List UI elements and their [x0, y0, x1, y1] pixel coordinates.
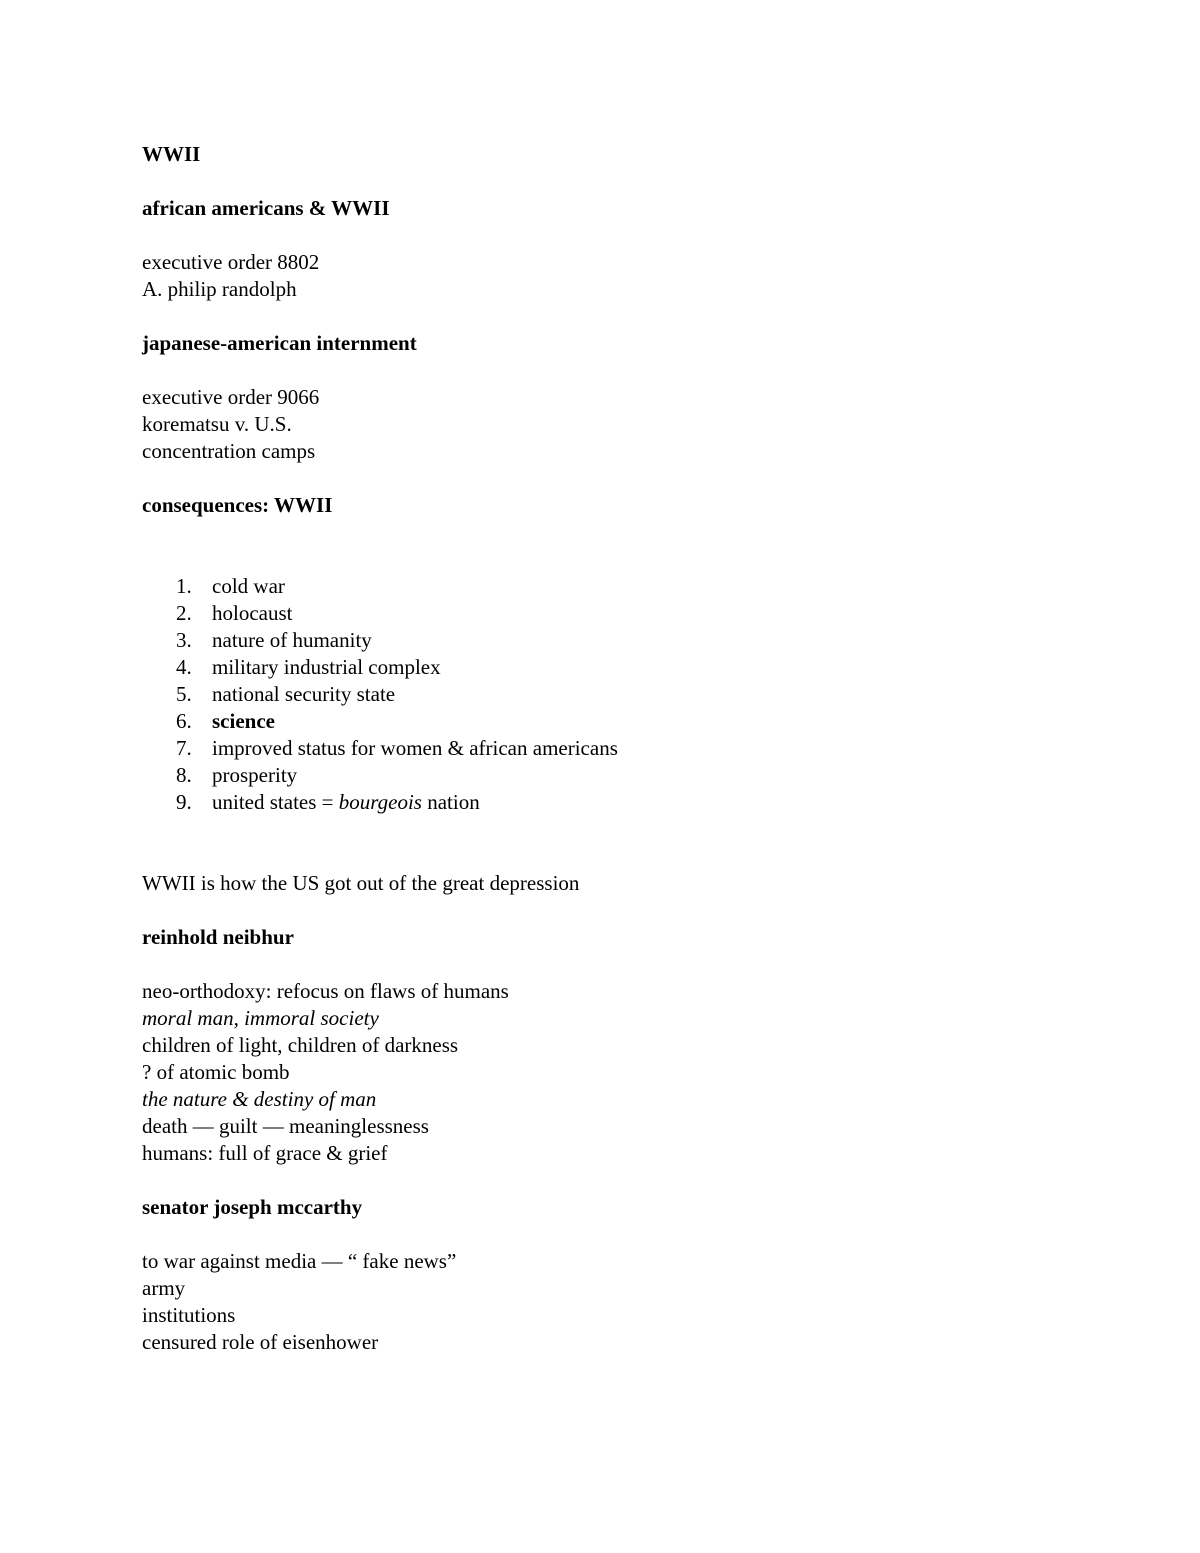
text-line: death — guilt — meaninglessness: [142, 1114, 429, 1138]
text-line: korematsu v. U.S.: [142, 412, 292, 436]
book-title: moral man, immoral society: [142, 1006, 379, 1030]
list-number: 3.: [176, 628, 192, 652]
text-line: neo-orthodoxy: refocus on flaws of humans: [142, 979, 509, 1003]
list-item: [142, 600, 1092, 627]
list-item-text-italic: bourgeois: [338, 790, 422, 814]
spacer: [142, 222, 1092, 249]
list-number: 7.: [176, 736, 192, 760]
spacer: [142, 168, 1092, 195]
spacer: [142, 951, 1092, 978]
list-item: [142, 573, 1092, 600]
list-item-text: holocaust: [212, 601, 293, 625]
text-line: humans: full of grace & grief: [142, 1141, 388, 1165]
list-item: [142, 708, 1092, 735]
spacer: [142, 897, 1092, 924]
document-page: [142, 141, 1092, 1356]
text-line: institutions: [142, 1303, 236, 1327]
text-line: censured role of eisenhower: [142, 1330, 379, 1354]
spacer: [142, 357, 1092, 384]
text-line: executive order 8802: [142, 250, 320, 274]
spacer: [142, 519, 1092, 573]
list-item-text: science: [212, 709, 275, 733]
list-number: 5.: [176, 682, 192, 706]
document-title: WWII: [142, 142, 201, 166]
list-item-text: improved status for women & african americans: [212, 736, 618, 760]
list-number: 1.: [176, 574, 192, 598]
list-number: 9.: [176, 790, 192, 814]
text-line: concentration camps: [142, 439, 316, 463]
list-item: [142, 627, 1092, 654]
heading-mccarthy: senator joseph mccarthy: [142, 1195, 363, 1219]
book-title: the nature & destiny of man: [142, 1087, 377, 1111]
list-item-text: cold war: [212, 574, 285, 598]
spacer: [142, 816, 1092, 870]
text-line: children of light, children of darkness: [142, 1033, 459, 1057]
text-line: ? of atomic bomb: [142, 1060, 290, 1084]
list-number: 2.: [176, 601, 192, 625]
heading-african-americans: african americans & WWII: [142, 196, 390, 220]
text-line: army: [142, 1276, 186, 1300]
list-item-text-before: united states =: [212, 790, 339, 814]
list-item-text: prosperity: [212, 763, 298, 787]
spacer: [142, 465, 1092, 492]
heading-japanese-internment: japanese-american internment: [142, 331, 417, 355]
list-item-text: military industrial complex: [212, 655, 441, 679]
list-number: 8.: [176, 763, 192, 787]
text-line: A. philip randolph: [142, 277, 297, 301]
heading-neibhur: reinhold neibhur: [142, 925, 294, 949]
consequences-list: [142, 573, 1092, 816]
list-item: [142, 762, 1092, 789]
depression-note: WWII is how the US got out of the great depression: [142, 871, 580, 895]
text-line: to war against media — “ fake news”: [142, 1249, 457, 1273]
list-item: [142, 735, 1092, 762]
list-item: [142, 654, 1092, 681]
list-number: 6.: [176, 709, 192, 733]
text-line: executive order 9066: [142, 385, 320, 409]
spacer: [142, 1167, 1092, 1194]
list-item-text: nature of humanity: [212, 628, 372, 652]
heading-consequences: consequences: WWII: [142, 493, 333, 517]
list-item-text: national security state: [212, 682, 396, 706]
list-item: [142, 681, 1092, 708]
list-number: 4.: [176, 655, 192, 679]
spacer: [142, 303, 1092, 330]
spacer: [142, 1221, 1092, 1248]
list-item: [142, 789, 1092, 816]
list-item-text-after: nation: [421, 790, 480, 814]
